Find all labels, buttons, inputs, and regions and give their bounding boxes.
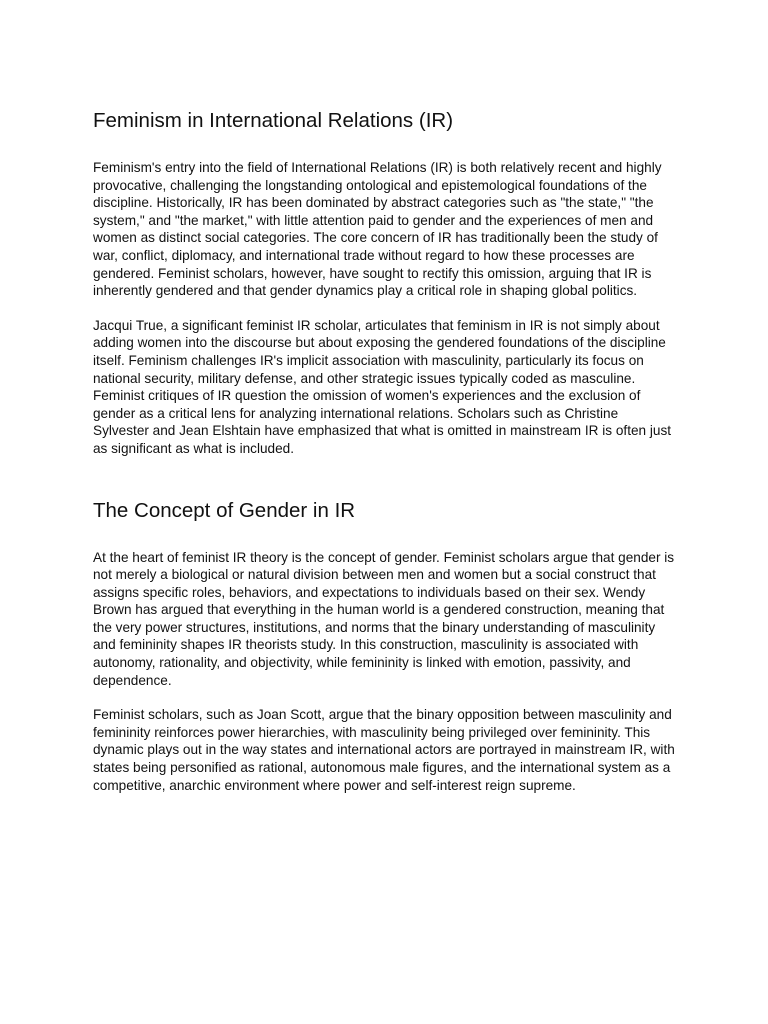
paragraph: Feminist scholars, such as Joan Scott, argue that the binary opposition between masculinity and femininity reinforces power hierarchies, with masculinity being privileged over femininity. This dynamic plays out in the way states and international actors are portrayed in mainstream IR, with states being personified as rational, autonomous male figures, and the international system as a competitive, anarchic environment where power and self-interest reign supreme. <box>93 707 675 793</box>
paragraph: Feminism's entry into the field of International Relations (IR) is both relatively recent and highly provocative, challenging the longstanding ontological and epistemological foundations of the discipline. Historically, IR has been dominated by abstract categories such as "the state," "the system," and "the market," with little attention paid to gender and the experiences of men and women as distinct social categories. The core concern of IR has traditionally been the study of war, conflict, diplomacy, and international trade without regard to how these processes are gendered. Feminist scholars, however, have sought to rectify this omission, arguing that IR is inherently gendered and that gender dynamics play a critical role in shaping global politics. <box>93 160 662 299</box>
document-page <box>93 108 677 794</box>
paragraph: At the heart of feminist IR theory is the concept of gender. Feminist scholars argue that gender is not merely a biological or natural division between men and women but a social construct that assigns specific roles, behaviors, and expectations to individuals based on their sex. Wendy Brown has argued that everything in the human world is a gendered construction, meaning that the very power structures, institutions, and norms that the binary understanding of masculinity and femininity shapes IR theorists study. In this construction, masculinity is associated with autonomy, rationality, and objectivity, while femininity is linked with emotion, passivity, and dependence. <box>93 549 675 688</box>
paragraph: Jacqui True, a significant feminist IR scholar, articulates that feminism in IR is not simply about adding women into the discourse but about exposing the gendered foundations of the discipline itself. Feminism challenges IR's implicit association with masculinity, particularly its focus on national security, military defense, and other strategic issues typically coded as masculine. Feminist critiques of IR question the omission of women's experiences and the exclusion of gender as a critical lens for analyzing international relations. Scholars such as Christine Sylvester and Jean Elshtain have emphasized that what is omitted in mainstream IR is often just as significant as what is included. <box>93 317 672 456</box>
section-heading-feminism-in-ir: Feminism in International Relations (IR) <box>93 109 454 132</box>
section-heading-concept-of-gender: The Concept of Gender in IR <box>93 498 356 522</box>
